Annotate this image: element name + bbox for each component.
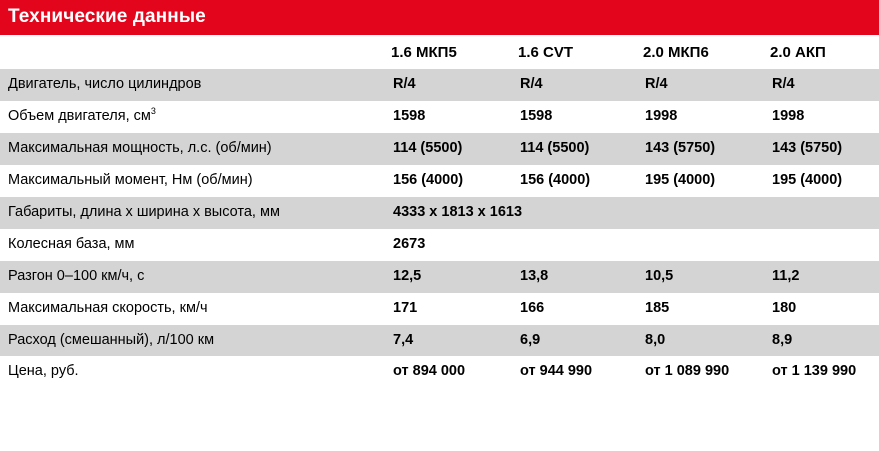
table-row <box>0 133 879 165</box>
row-value: R/4 <box>637 69 764 101</box>
row-label: Колесная база, мм <box>0 229 385 261</box>
row-value: 11,2 <box>764 261 879 293</box>
row-value: 195 (4000) <box>637 165 764 197</box>
table-row <box>0 325 879 357</box>
page-title: Технические данные <box>0 0 879 35</box>
row-value: 114 (5500) <box>385 133 512 165</box>
row-label: Максимальная мощность, л.с. (об/мин) <box>0 133 385 165</box>
row-value: 8,0 <box>637 325 764 357</box>
row-value: 156 (4000) <box>385 165 512 197</box>
table-row <box>0 69 879 101</box>
row-value: 143 (5750) <box>764 133 879 165</box>
table-title-row <box>0 0 879 35</box>
row-value: R/4 <box>512 69 637 101</box>
table-row <box>0 293 879 325</box>
row-value: 12,5 <box>385 261 512 293</box>
table-row <box>0 229 879 261</box>
column-header-2-0-mkp6: 2.0 МКП6 <box>637 35 764 69</box>
row-value: 171 <box>385 293 512 325</box>
row-label: Габариты, длина х ширина х высота, мм <box>0 197 385 229</box>
column-header-2-0-akp: 2.0 АКП <box>764 35 879 69</box>
row-value: 6,9 <box>512 325 637 357</box>
column-header-1-6-cvt: 1.6 CVT <box>512 35 637 69</box>
row-value: R/4 <box>385 69 512 101</box>
row-value: 156 (4000) <box>512 165 637 197</box>
table-header-row <box>0 35 879 69</box>
row-value: 1998 <box>637 101 764 133</box>
row-label: Расход (смешанный), л/100 км <box>0 325 385 357</box>
column-header-1-6-mkp5: 1.6 МКП5 <box>385 35 512 69</box>
row-label: Максимальный момент, Нм (об/мин) <box>0 165 385 197</box>
row-label: Максимальная скорость, км/ч <box>0 293 385 325</box>
row-label: Разгон 0–100 км/ч, с <box>0 261 385 293</box>
row-value: от 1 139 990 <box>764 356 879 388</box>
row-value: 166 <box>512 293 637 325</box>
row-value: 8,9 <box>764 325 879 357</box>
row-value: 185 <box>637 293 764 325</box>
row-value: 7,4 <box>385 325 512 357</box>
row-value: 1598 <box>512 101 637 133</box>
row-label: Объем двигателя, $см^3$ <box>0 101 385 133</box>
row-value: от 1 089 990 <box>637 356 764 388</box>
row-value: 4333 х 1813 х 1613 <box>385 197 879 229</box>
table-row <box>0 197 879 229</box>
column-header-spec <box>0 35 385 69</box>
row-value: 195 (4000) <box>764 165 879 197</box>
table-row <box>0 101 879 133</box>
row-value: 114 (5500) <box>512 133 637 165</box>
row-value: 13,8 <box>512 261 637 293</box>
label-superscript: 3 <box>150 106 156 117</box>
table-row <box>0 356 879 388</box>
row-value: 1998 <box>764 101 879 133</box>
table-row <box>0 261 879 293</box>
row-value: R/4 <box>764 69 879 101</box>
row-label: Цена, руб. <box>0 356 385 388</box>
row-value: от 894 000 <box>385 356 512 388</box>
row-value: 180 <box>764 293 879 325</box>
row-label: Двигатель, число цилиндров <box>0 69 385 101</box>
row-value: 2673 <box>385 229 879 261</box>
row-value: от 944 990 <box>512 356 637 388</box>
row-value: 10,5 <box>637 261 764 293</box>
row-value: 143 (5750) <box>637 133 764 165</box>
table-row <box>0 165 879 197</box>
row-value: 1598 <box>385 101 512 133</box>
